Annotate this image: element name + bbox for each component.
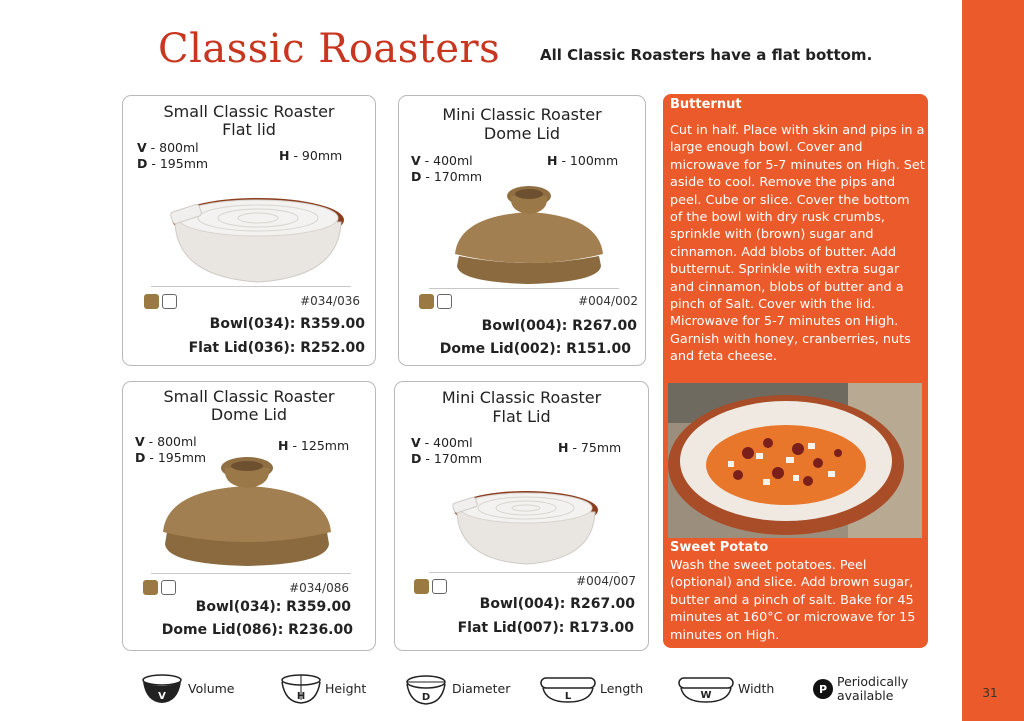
spec-diameter: D - 195mm bbox=[137, 156, 209, 171]
svg-text:W: W bbox=[700, 690, 712, 701]
legend-label: Volume bbox=[188, 681, 235, 696]
recipe-panel bbox=[663, 94, 928, 648]
spec-volume: V - 400ml bbox=[411, 435, 473, 450]
product-name-line2: Flat lid bbox=[222, 120, 276, 139]
price-bowl: Bowl(004): R267.00 bbox=[479, 596, 635, 612]
width-icon bbox=[676, 672, 736, 706]
price-bowl: Bowl(034): R359.00 bbox=[195, 599, 351, 615]
product-name-line1: Mini Classic Roaster bbox=[441, 388, 602, 407]
legend-label-line2: available bbox=[837, 688, 894, 703]
shelf-line bbox=[429, 288, 619, 289]
shelf-line bbox=[429, 572, 619, 573]
price-lid: Dome Lid(086): R236.00 bbox=[161, 622, 353, 638]
page-title: Classic Roasters bbox=[158, 26, 501, 72]
svg-text:H: H bbox=[296, 691, 306, 702]
spec-height: H - 90mm bbox=[279, 148, 343, 163]
color-swatch-white bbox=[161, 580, 176, 595]
product-card-small-flat bbox=[122, 95, 376, 366]
roaster-image-dome-lid bbox=[159, 452, 335, 570]
page-number: 31 bbox=[982, 686, 998, 700]
svg-text:D: D bbox=[421, 692, 431, 703]
legend-label: Length bbox=[600, 681, 644, 696]
price-bowl: Bowl(004): R267.00 bbox=[481, 318, 637, 334]
recipe-text-sweet-potato: Wash the sweet potatoes. Peel (optional) and slice. Add brown sugar, butter and a pinch of salt. Bake for 45 minutes at 160°C or microwave for 15 minutes on High. bbox=[670, 558, 916, 643]
spec-volume: V - 800ml bbox=[137, 140, 199, 155]
volume-icon bbox=[140, 672, 184, 706]
product-code: #004/002 bbox=[578, 294, 638, 308]
product-card-small-dome bbox=[122, 381, 376, 651]
side-color-bar bbox=[962, 0, 1024, 721]
color-swatch-brown bbox=[419, 294, 434, 309]
product-code: #004/007 bbox=[576, 574, 636, 588]
spec-diameter: D - 170mm bbox=[411, 451, 483, 466]
color-swatch-brown bbox=[144, 294, 159, 309]
color-swatch-white bbox=[162, 294, 177, 309]
spec-height: H - 125mm bbox=[278, 438, 350, 453]
periodically-available-icon bbox=[812, 678, 834, 700]
spec-volume: V - 800ml bbox=[135, 434, 197, 449]
shelf-line bbox=[151, 573, 351, 574]
roaster-image-dome-lid bbox=[449, 178, 609, 288]
recipe-title-sweet-potato: Sweet Potato bbox=[670, 540, 769, 555]
legend-label: Diameter bbox=[452, 681, 511, 696]
diameter-icon bbox=[404, 672, 448, 708]
svg-text:P: P bbox=[818, 683, 828, 696]
roaster-image-flat-lid bbox=[163, 182, 353, 292]
product-name-line1: Mini Classic Roaster bbox=[442, 105, 602, 124]
spec-height: H - 75mm bbox=[558, 440, 622, 455]
product-code: #034/036 bbox=[300, 294, 360, 308]
length-icon bbox=[538, 672, 598, 706]
product-name-line2: Flat Lid bbox=[492, 407, 551, 426]
spec-diameter: D - 170mm bbox=[411, 169, 483, 184]
recipe-title-butternut: Butternut bbox=[670, 97, 742, 112]
recipe-photo bbox=[668, 383, 922, 538]
product-name-line2: Dome Lid bbox=[210, 405, 288, 424]
spec-height: H - 100mm bbox=[547, 153, 619, 168]
product-card-mini-flat bbox=[394, 381, 649, 651]
spec-volume: V - 400ml bbox=[411, 153, 473, 168]
product-name-line2: Dome Lid bbox=[483, 124, 561, 143]
recipe-text-butternut: Cut in half. Place with skin and pips in a large enough bowl. Cover and microwave for 5-7 minutes on High. Set aside to cool. Remove the pips and peel. Cube or slice. Cover the bottom of the bowl with dry rusk crumbs, sprinkle with (brown) sugar and cinnamon. Add blobs of butter. Add butternut. Sprinkle with extra sugar and cinnamon, blobs of butter and a pinch of Salt. Cover with the lid. Microwave for 5-7 minutes on High. Garnish with honey, cranberries, nuts and feta cheese. bbox=[670, 123, 925, 365]
product-code: #034/086 bbox=[289, 581, 349, 595]
spec-diameter: D - 195mm bbox=[135, 450, 207, 465]
svg-text:V: V bbox=[158, 691, 166, 702]
legend-label-line1: Periodically bbox=[837, 674, 909, 689]
price-lid: Flat Lid(036): R252.00 bbox=[188, 340, 365, 356]
product-name-line1: Small Classic Roaster bbox=[163, 387, 335, 406]
product-name-line1: Small Classic Roaster bbox=[163, 102, 335, 121]
color-swatch-white bbox=[432, 579, 447, 594]
product-card-mini-dome bbox=[398, 95, 646, 366]
price-lid: Flat Lid(007): R173.00 bbox=[457, 620, 634, 636]
legend-label: Height bbox=[325, 681, 367, 696]
page-subtitle: All Classic Roasters have a flat bottom. bbox=[540, 46, 873, 64]
color-swatch-brown bbox=[143, 580, 158, 595]
legend-label: Width bbox=[738, 681, 775, 696]
svg-text:L: L bbox=[564, 691, 572, 702]
shelf-line bbox=[151, 286, 351, 287]
roaster-image-flat-lid bbox=[447, 476, 605, 572]
price-bowl: Bowl(034): R359.00 bbox=[209, 316, 365, 332]
height-icon bbox=[278, 672, 324, 708]
color-swatch-white bbox=[437, 294, 452, 309]
price-lid: Dome Lid(002): R151.00 bbox=[439, 341, 631, 357]
color-swatch-brown bbox=[414, 579, 429, 594]
